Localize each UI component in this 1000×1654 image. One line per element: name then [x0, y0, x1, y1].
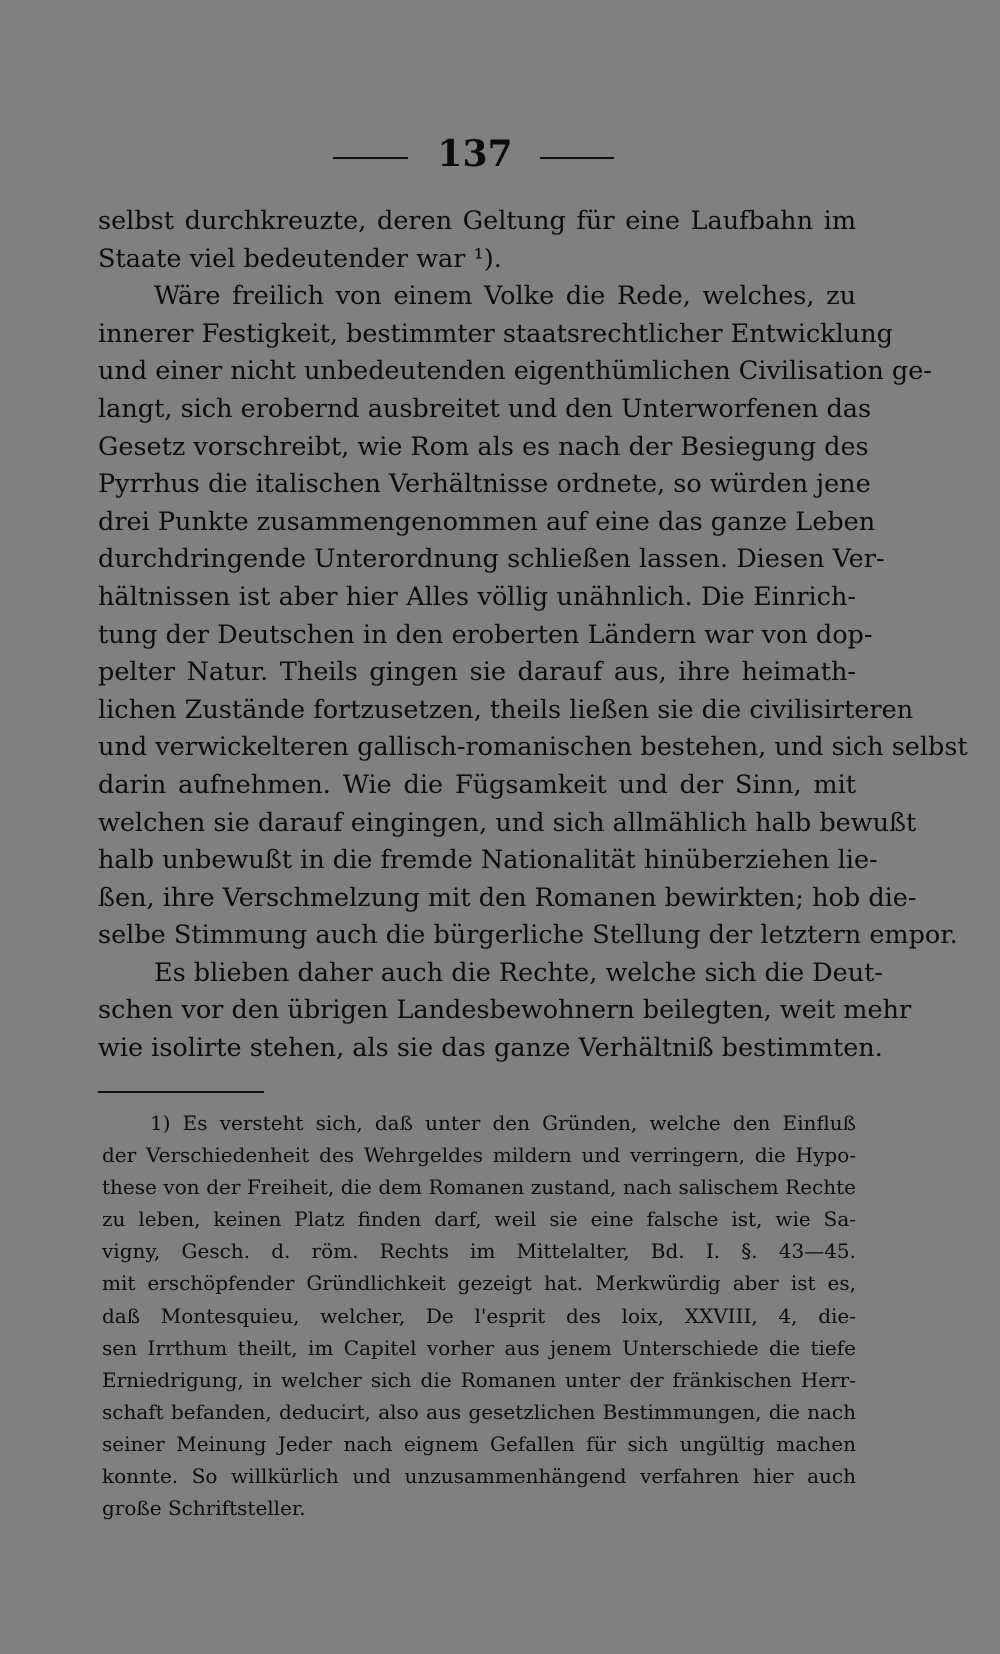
text-line: schen vor den übrigen Landesbewohnern beilegten, weit mehr: [98, 995, 912, 1026]
footnote-line: sen Irrthum theilt, im Capitel vorher aus jenem Unterschiede die tiefe: [102, 1335, 856, 1360]
text-line: Wäre freilich von einem Volke die Rede, welches, zu: [154, 281, 856, 312]
text-line: drei Punkte zusammengenommen auf eine das ganze Leben: [98, 506, 876, 537]
footnote-line: zu leben, keinen Platz finden darf, weil sie eine falsche ist, wie Sa-: [102, 1207, 856, 1232]
text-line: Pyrrhus die italischen Verhältnisse ordnete, so würden jene: [98, 469, 871, 500]
text-line: Gesetz vorschreibt, wie Rom als es nach der Besiegung des: [98, 431, 869, 462]
page-number: 137: [437, 133, 513, 175]
page-header: [0, 128, 1000, 178]
text-line: hältnissen ist aber hier Alles völlig unähnlich. Die Einrich-: [98, 581, 856, 612]
footnote-line: 1) Es versteht sich, daß unter den Gründen, welche den Einfluß: [150, 1111, 856, 1135]
main-text: [98, 203, 968, 1068]
text-line: halb unbewußt in die fremde Nationalität hinüberziehen lie-: [98, 845, 878, 876]
footnote-line: konnte. So willkürlich und unzusammenhängend verfahren hier auch: [102, 1464, 856, 1489]
text-line: Staate viel bedeutender war ¹).: [98, 243, 502, 274]
text-line: selbe Stimmung auch die bürgerliche Stellung der letztern empor.: [98, 920, 958, 951]
text-line: selbst durchkreuzte, deren Geltung für eine Laufbahn im: [98, 206, 856, 236]
header-rule-right: [540, 157, 614, 159]
footnotes: [102, 1107, 856, 1524]
text-line: welchen sie darauf eingingen, und sich allmählich halb bewußt: [98, 807, 917, 838]
footnote-line: seiner Meinung Jeder nach eignem Gefallen für sich ungültig machen: [102, 1431, 856, 1456]
footnote-line: these von der Freiheit, die dem Romanen zustand, nach salischem Rechte: [102, 1175, 856, 1200]
footnote-line: große Schriftsteller.: [102, 1496, 306, 1521]
header-rule-left: [333, 157, 408, 159]
text-line: tung der Deutschen in den eroberten Ländern war von dop-: [98, 619, 873, 650]
text-line: wie isolirte stehen, als sie das ganze Verhältniß bestimmten.: [98, 1033, 883, 1064]
footnote-line: der Verschiedenheit des Wehrgeldes mildern und verringern, die Hypo-: [102, 1143, 856, 1168]
footnote-line: daß Montesquieu, welcher, De l'esprit des loix, XXVIII, 4, die-: [102, 1303, 856, 1328]
text-line: darin aufnehmen. Wie die Fügsamkeit und der Sinn, mit: [98, 769, 856, 800]
text-line: pelter Natur. Theils gingen sie darauf aus, ihre heimath-: [98, 657, 856, 688]
text-line: langt, sich erobernd ausbreitet und den Unterworfenen das: [98, 393, 872, 424]
text-line: durchdringende Unterordnung schließen lassen. Diesen Ver-: [98, 544, 885, 575]
footnote-line: Erniedrigung, in welcher sich die Romanen unter der fränkischen Herr-: [102, 1367, 856, 1392]
text-line: lichen Zustände fortzusetzen, theils ließen sie die civilisirteren: [98, 694, 914, 725]
text-line: innerer Festigkeit, bestimmter staatsrechtlicher Entwicklung: [98, 318, 893, 349]
text-line: ßen, ihre Verschmelzung mit den Romanen bewirkten; hob die-: [98, 882, 917, 913]
footnote-line: vigny, Gesch. d. röm. Rechts im Mittelalter, Bd. I. §. 43—45.: [102, 1239, 856, 1264]
text-line: Es blieben daher auch die Rechte, welche sich die Deut-: [154, 957, 883, 988]
footnote-divider: [98, 1091, 264, 1093]
text-line: und verwickelteren gallisch-romanischen bestehen, und sich selbst: [98, 732, 968, 763]
footnote-line: schaft befanden, deducirt, also aus gesetzlichen Bestimmungen, die nach: [102, 1399, 856, 1424]
footnote-line: mit erschöpfender Gründlichkeit gezeigt hat. Merkwürdig aber ist es,: [102, 1271, 856, 1296]
text-line: und einer nicht unbedeutenden eigenthümlichen Civilisation ge-: [98, 356, 932, 387]
